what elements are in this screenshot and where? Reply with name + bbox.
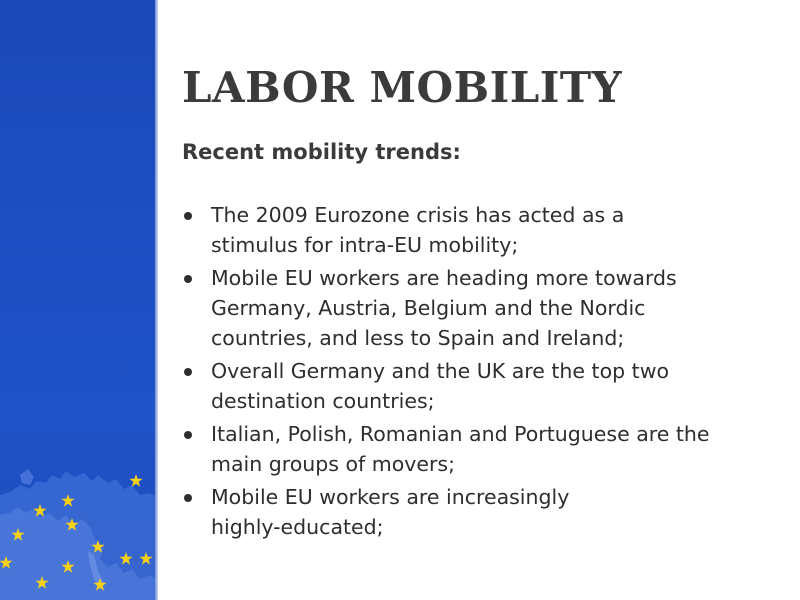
bullet-text-line: Italian, Polish, Romanian and Portuguese are the: [211, 422, 710, 446]
bullet-item: [180, 200, 780, 260]
star-icon: [93, 578, 106, 591]
bullet-text-line: main groups of movers;: [211, 452, 456, 476]
slide-subheading: Recent mobility trends:: [182, 140, 461, 164]
star-icon: [119, 552, 132, 565]
star-icon: [11, 528, 24, 541]
bullet-text-line: Overall Germany and the UK are the top two: [211, 359, 670, 383]
star-ring: [0, 455, 155, 600]
star-icon: [0, 556, 13, 569]
bullet-item: [180, 263, 780, 353]
bullet-text-line: Mobile EU workers are heading more towards: [211, 266, 677, 290]
bullet-item: [180, 356, 780, 416]
bullet-text-line: destination countries;: [211, 389, 435, 413]
bullet-text-line: Germany, Austria, Belgium and the Nordic: [211, 296, 646, 320]
bullet-text-line: highly-educated;: [211, 515, 384, 539]
star-icon: [139, 552, 152, 565]
bullet-text-line: stimulus for intra-EU mobility;: [211, 233, 519, 257]
bullet-text-line: The 2009 Eurozone crisis has acted as a: [211, 203, 625, 227]
star-icon: [35, 576, 48, 589]
bullet-item: [180, 419, 780, 479]
sidebar-edge-divider: [155, 0, 158, 600]
bullet-list: [180, 200, 780, 545]
star-icon: [91, 540, 104, 553]
star-icon: [61, 494, 74, 507]
star-icon: [65, 518, 78, 531]
bullet-text-line: Mobile EU workers are increasingly: [211, 485, 570, 509]
bullet-item: [180, 482, 780, 542]
blue-sidebar: [0, 0, 155, 600]
slide-title: LABOR MOBILITY: [182, 63, 623, 112]
star-icon: [33, 504, 46, 517]
star-icon: [61, 560, 74, 573]
bullet-text-line: countries, and less to Spain and Ireland;: [211, 326, 625, 350]
star-icon: [129, 474, 142, 487]
